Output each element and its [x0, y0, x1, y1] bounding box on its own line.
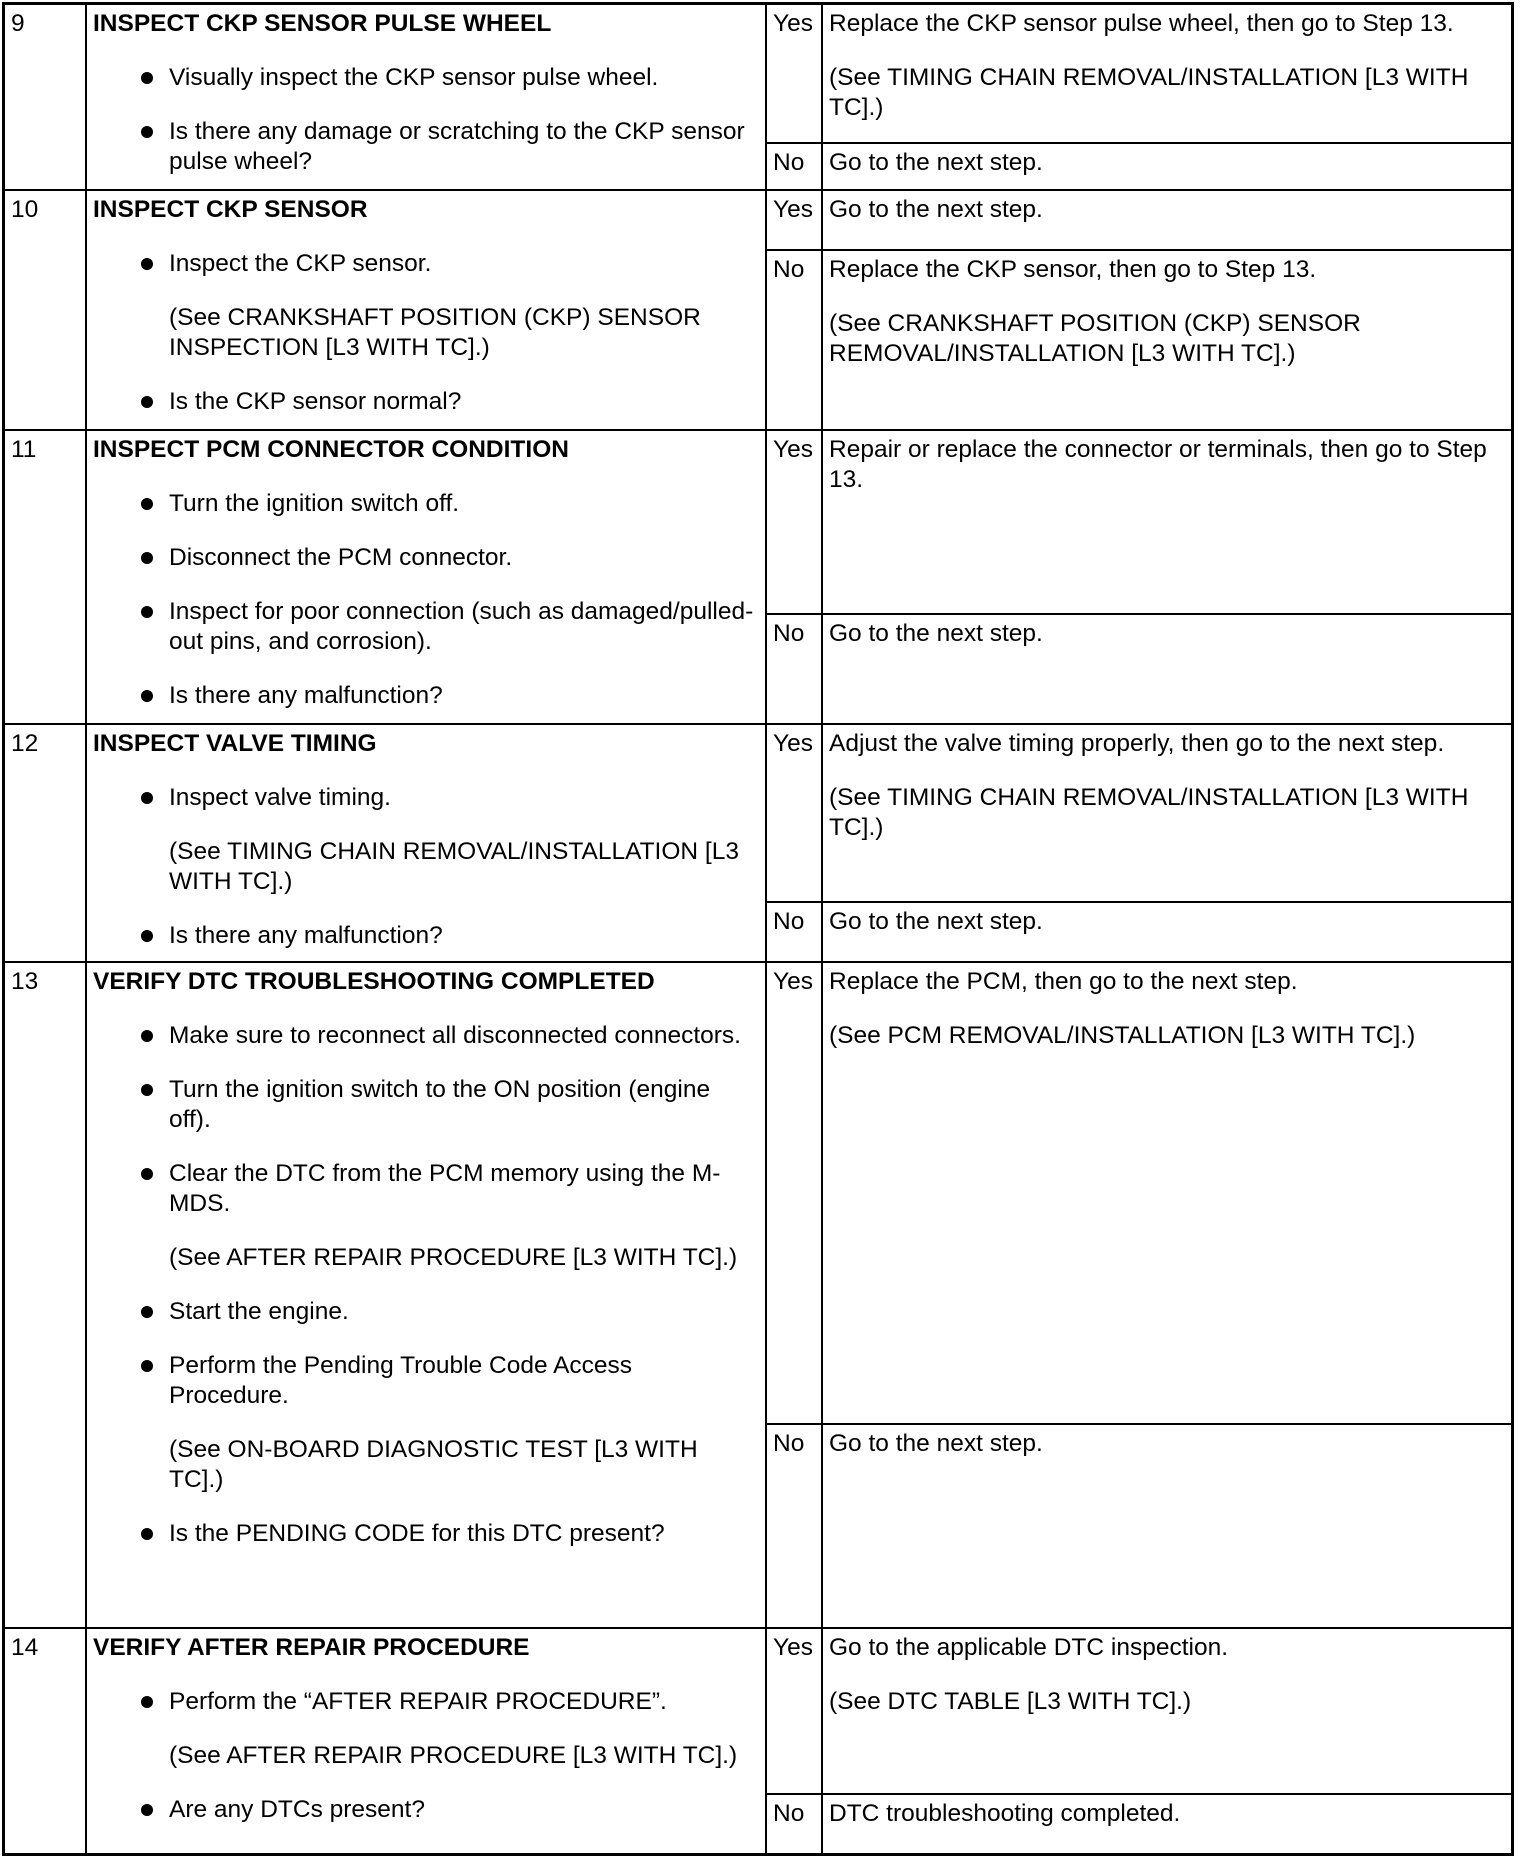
step-number: 9	[5, 5, 87, 189]
yes-label: Yes	[767, 1629, 823, 1793]
result-text: Replace the CKP sensor pulse wheel, then go to Step 13.	[829, 10, 1454, 37]
yes-result	[767, 963, 1511, 1425]
yes-result	[767, 5, 1511, 144]
result-reference: (See DTC TABLE [L3 WITH TC].)	[829, 1688, 1192, 1715]
no-label: No	[767, 251, 823, 429]
step-title: INSPECT VALVE TIMING	[93, 730, 377, 757]
action-bullet: Inspect for poor connection (such as damaged/pulled-out pins, and corrosion).	[93, 597, 755, 657]
result-text: Adjust the valve timing properly, then go to the next step.	[829, 730, 1445, 757]
result-text: DTC troubleshooting completed.	[829, 1800, 1181, 1827]
step-number: 10	[5, 191, 87, 429]
result-text: Replace the PCM, then go to the next step.	[829, 968, 1298, 995]
step-row	[5, 5, 1511, 191]
step-result	[767, 725, 1511, 961]
step-action	[87, 963, 767, 1627]
action-reference: (See TIMING CHAIN REMOVAL/INSTALLATION [L3 WITH TC].)	[169, 838, 739, 895]
result-text: Go to the next step.	[829, 149, 1043, 176]
step-result	[767, 963, 1511, 1627]
action-reference: (See ON-BOARD DIAGNOSTIC TEST [L3 WITH TC].)	[169, 1436, 698, 1493]
step-action	[87, 725, 767, 961]
action-bullet: Is there any malfunction?	[93, 681, 755, 711]
result-text: Go to the next step.	[829, 620, 1043, 647]
result-reference: (See TIMING CHAIN REMOVAL/INSTALLATION [L3 WITH TC].)	[829, 784, 1469, 841]
yes-label: Yes	[767, 963, 823, 1423]
action-bullet: Clear the DTC from the PCM memory using the M-MDS.	[93, 1159, 755, 1219]
action-bullet: Inspect the CKP sensor.	[93, 249, 755, 279]
action-bullet: Disconnect the PCM connector.	[93, 543, 755, 573]
step-result	[767, 191, 1511, 429]
no-label: No	[767, 1795, 823, 1853]
step-row	[5, 191, 1511, 431]
step-row	[5, 431, 1511, 725]
no-result	[767, 1795, 1511, 1853]
step-action	[87, 1629, 767, 1853]
step-title: VERIFY DTC TROUBLESHOOTING COMPLETED	[93, 968, 655, 995]
step-result	[767, 5, 1511, 189]
yes-result	[767, 431, 1511, 615]
action-bullet: Visually inspect the CKP sensor pulse wheel.	[93, 63, 755, 93]
step-title: INSPECT CKP SENSOR PULSE WHEEL	[93, 10, 552, 37]
no-result	[767, 1425, 1511, 1627]
yes-label: Yes	[767, 725, 823, 901]
step-row	[5, 1629, 1511, 1853]
action-bullet: Perform the “AFTER REPAIR PROCEDURE”.	[93, 1687, 755, 1717]
no-label: No	[767, 144, 823, 189]
result-reference: (See CRANKSHAFT POSITION (CKP) SENSOR REMOVAL/INSTALLATION [L3 WITH TC].)	[829, 310, 1361, 367]
step-number: 14	[5, 1629, 87, 1853]
action-bullet: Is there any damage or scratching to the CKP sensor pulse wheel?	[93, 117, 755, 177]
result-text: Go to the next step.	[829, 1430, 1043, 1457]
result-text: Go to the next step.	[829, 196, 1043, 223]
step-result	[767, 431, 1511, 723]
no-label: No	[767, 615, 823, 723]
result-reference: (See PCM REMOVAL/INSTALLATION [L3 WITH TC].)	[829, 1022, 1416, 1049]
result-reference: (See TIMING CHAIN REMOVAL/INSTALLATION [L3 WITH TC].)	[829, 64, 1469, 121]
step-row	[5, 725, 1511, 963]
action-bullet: Is the PENDING CODE for this DTC present?	[93, 1519, 755, 1549]
step-title: INSPECT PCM CONNECTOR CONDITION	[93, 436, 569, 463]
yes-result	[767, 191, 1511, 251]
action-bullet: Are any DTCs present?	[93, 1795, 755, 1825]
step-action	[87, 5, 767, 189]
result-text: Go to the applicable DTC inspection.	[829, 1634, 1229, 1661]
step-row	[5, 963, 1511, 1629]
step-number: 13	[5, 963, 87, 1627]
no-result	[767, 251, 1511, 429]
action-bullet: Is there any malfunction?	[93, 921, 755, 951]
step-result	[767, 1629, 1511, 1853]
no-label: No	[767, 903, 823, 961]
action-bullet: Turn the ignition switch off.	[93, 489, 755, 519]
step-title: INSPECT CKP SENSOR	[93, 196, 368, 223]
step-title: VERIFY AFTER REPAIR PROCEDURE	[93, 1634, 530, 1661]
no-result	[767, 903, 1511, 961]
no-result	[767, 144, 1511, 189]
yes-label: Yes	[767, 191, 823, 249]
yes-result	[767, 725, 1511, 903]
result-text: Replace the CKP sensor, then go to Step 13.	[829, 256, 1317, 283]
action-bullet: Inspect valve timing.	[93, 783, 755, 813]
yes-result	[767, 1629, 1511, 1795]
result-text: Repair or replace the connector or terminals, then go to Step 13.	[829, 436, 1487, 493]
step-number: 12	[5, 725, 87, 961]
action-bullet: Start the engine.	[93, 1297, 755, 1327]
action-bullet: Make sure to reconnect all disconnected connectors.	[93, 1021, 755, 1051]
action-reference: (See AFTER REPAIR PROCEDURE [L3 WITH TC].)	[169, 1244, 738, 1271]
no-result	[767, 615, 1511, 723]
step-action	[87, 431, 767, 723]
yes-label: Yes	[767, 431, 823, 613]
troubleshooting-table	[2, 2, 1514, 1856]
action-bullet: Is the CKP sensor normal?	[93, 387, 755, 417]
step-number: 11	[5, 431, 87, 723]
step-action	[87, 191, 767, 429]
action-bullet: Perform the Pending Trouble Code Access Procedure.	[93, 1351, 755, 1411]
no-label: No	[767, 1425, 823, 1627]
action-reference: (See CRANKSHAFT POSITION (CKP) SENSOR INSPECTION [L3 WITH TC].)	[169, 304, 701, 361]
result-text: Go to the next step.	[829, 908, 1043, 935]
yes-label: Yes	[767, 5, 823, 142]
action-bullet: Turn the ignition switch to the ON position (engine off).	[93, 1075, 755, 1135]
action-reference: (See AFTER REPAIR PROCEDURE [L3 WITH TC].)	[169, 1742, 738, 1769]
